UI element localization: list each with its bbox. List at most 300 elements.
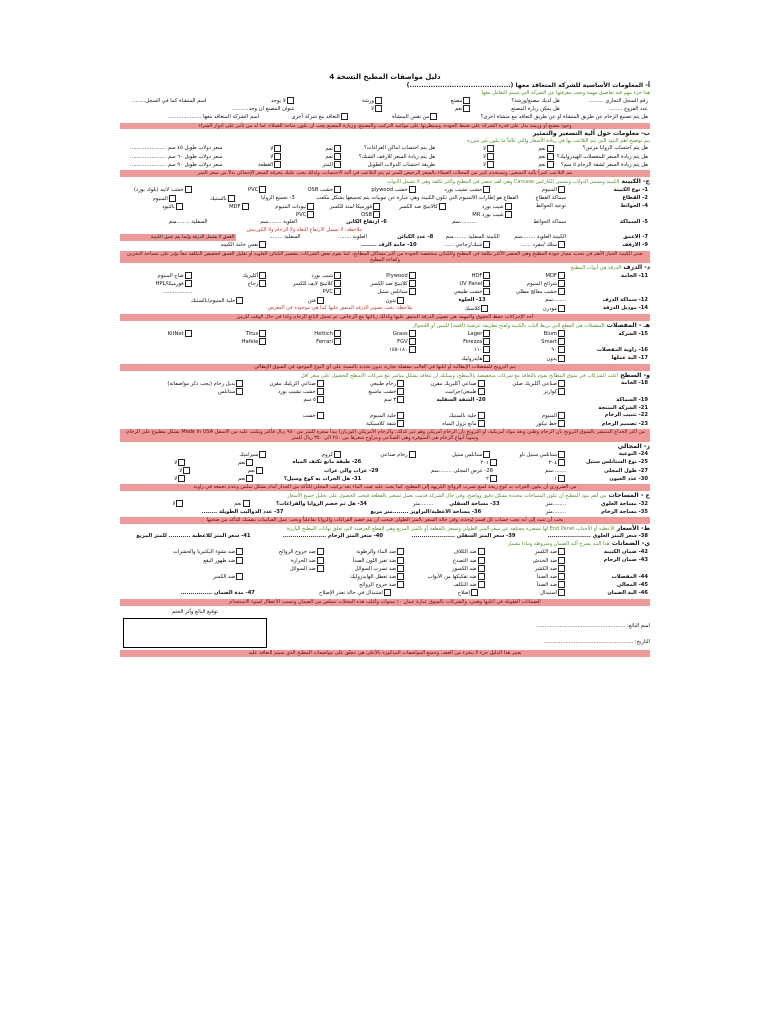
option[interactable] — [493, 338, 568, 346]
option[interactable] — [493, 330, 568, 338]
option[interactable] — [120, 280, 195, 288]
checkbox[interactable] — [483, 272, 490, 279]
option[interactable] — [327, 420, 407, 428]
option[interactable] — [327, 548, 407, 556]
checkbox[interactable] — [397, 420, 404, 427]
option[interactable] — [195, 241, 270, 249]
option[interactable] — [419, 330, 494, 338]
row-label: 9- الأرفف — [622, 241, 648, 248]
option[interactable] — [419, 288, 494, 296]
section-j-title: ي- الضمانات — [611, 540, 650, 548]
checkbox[interactable] — [317, 388, 324, 395]
option[interactable] — [488, 412, 568, 420]
option[interactable] — [327, 581, 407, 589]
checkbox[interactable] — [483, 186, 490, 193]
option[interactable] — [488, 557, 568, 565]
option[interactable] — [415, 305, 492, 313]
checkbox[interactable] — [478, 557, 485, 564]
option[interactable] — [120, 573, 246, 581]
checkbox[interactable] — [256, 467, 263, 474]
checkbox[interactable] — [558, 280, 565, 287]
cell: عدد الفروع ........ — [609, 105, 648, 112]
signature-stamp-box[interactable] — [123, 618, 267, 648]
option[interactable] — [224, 161, 284, 169]
checkbox[interactable] — [483, 338, 490, 345]
option-label: كالاتينج ضد الكسر — [399, 203, 438, 210]
checkbox[interactable] — [259, 451, 266, 458]
checkbox[interactable] — [397, 581, 404, 588]
option[interactable] — [317, 211, 383, 219]
checkbox[interactable] — [463, 105, 470, 112]
checkbox[interactable] — [558, 346, 565, 353]
option-label: خشب plywood — [371, 187, 408, 194]
option[interactable] — [432, 459, 500, 467]
option[interactable] — [188, 459, 256, 467]
checkbox[interactable] — [463, 97, 470, 104]
option[interactable] — [383, 203, 449, 211]
cell: هل يمكن زيارة المصنع — [511, 105, 560, 112]
option-label: سيراميك — [239, 451, 259, 458]
checkbox[interactable] — [373, 203, 380, 210]
checkbox[interactable] — [483, 280, 490, 287]
checkbox[interactable] — [490, 475, 497, 482]
option[interactable] — [344, 272, 419, 280]
option[interactable] — [252, 203, 318, 211]
checkbox[interactable] — [487, 161, 494, 168]
option[interactable] — [488, 565, 568, 573]
checkbox[interactable] — [259, 241, 266, 248]
checkbox[interactable] — [185, 272, 192, 279]
checkbox[interactable] — [558, 548, 565, 555]
option[interactable] — [419, 186, 494, 194]
checkbox[interactable] — [375, 97, 382, 104]
option[interactable] — [246, 396, 326, 404]
option[interactable] — [252, 211, 318, 219]
option[interactable] — [269, 330, 344, 338]
checkbox[interactable] — [274, 161, 281, 168]
checkbox[interactable] — [558, 557, 565, 564]
checkbox[interactable] — [242, 203, 249, 210]
checkbox[interactable] — [558, 288, 565, 295]
checkbox[interactable] — [439, 203, 446, 210]
checkbox[interactable] — [236, 557, 243, 564]
checkbox[interactable] — [478, 420, 485, 427]
checkbox[interactable] — [483, 288, 490, 295]
option[interactable] — [497, 161, 557, 169]
checkbox[interactable] — [176, 203, 183, 210]
checkbox[interactable] — [558, 186, 565, 193]
checkbox[interactable] — [558, 475, 565, 482]
price-lower-field[interactable]: 39- سعر المتر السفلي ...................... — [411, 533, 516, 540]
checkbox[interactable] — [558, 565, 565, 572]
option[interactable] — [407, 412, 487, 420]
option[interactable] — [246, 557, 326, 565]
cell: 13- الحلوة — [458, 297, 486, 304]
option[interactable] — [257, 589, 394, 597]
option[interactable] — [269, 288, 344, 296]
table-row — [120, 145, 650, 153]
checkbox[interactable] — [547, 145, 554, 152]
option[interactable] — [269, 338, 344, 346]
checkbox[interactable] — [409, 346, 416, 353]
option[interactable] — [327, 396, 407, 404]
checkbox[interactable] — [478, 380, 485, 387]
option[interactable] — [246, 412, 326, 420]
option[interactable] — [493, 280, 568, 288]
option[interactable] — [488, 388, 568, 396]
checkbox[interactable] — [236, 573, 243, 580]
checkbox[interactable] — [487, 153, 494, 160]
option[interactable] — [327, 388, 407, 396]
checkbox[interactable] — [183, 467, 190, 474]
option[interactable] — [120, 500, 186, 508]
option[interactable] — [488, 581, 568, 589]
checkbox[interactable] — [274, 153, 281, 160]
option[interactable] — [344, 451, 419, 459]
option[interactable] — [488, 420, 568, 428]
option[interactable] — [419, 338, 494, 346]
option[interactable] — [284, 153, 344, 161]
checkbox[interactable] — [487, 145, 494, 152]
section-h-title: ح - المساحات — [608, 492, 650, 500]
checkbox[interactable] — [478, 581, 485, 588]
option[interactable] — [344, 288, 419, 296]
option[interactable] — [317, 203, 383, 211]
checkbox[interactable] — [259, 186, 266, 193]
checkbox[interactable] — [409, 338, 416, 345]
option[interactable] — [120, 459, 188, 467]
option[interactable] — [419, 241, 494, 249]
checkbox[interactable] — [334, 338, 341, 345]
checkbox[interactable] — [341, 113, 348, 120]
warranty-duration-field[interactable]: 47- مدة الضمان ................ — [180, 589, 255, 596]
option[interactable] — [269, 451, 344, 459]
checkbox[interactable] — [505, 203, 512, 210]
checkbox[interactable] — [334, 330, 341, 337]
option[interactable] — [327, 297, 407, 305]
option[interactable] — [246, 548, 326, 556]
checkbox[interactable] — [409, 288, 416, 295]
checkbox[interactable] — [307, 203, 314, 210]
checkbox[interactable] — [483, 355, 490, 362]
option[interactable] — [120, 297, 246, 305]
checkbox[interactable] — [236, 380, 243, 387]
option[interactable] — [284, 161, 344, 169]
checkbox[interactable] — [246, 459, 253, 466]
option[interactable] — [179, 195, 238, 203]
checkbox[interactable] — [409, 330, 416, 337]
checkbox[interactable] — [287, 97, 294, 104]
checkbox[interactable] — [373, 211, 380, 218]
option[interactable] — [246, 388, 326, 396]
option-label: نعم — [234, 501, 242, 508]
checkbox[interactable] — [176, 500, 183, 507]
option[interactable] — [493, 272, 568, 280]
option[interactable] — [493, 451, 568, 459]
option[interactable] — [449, 211, 515, 219]
table-row — [120, 459, 650, 467]
checkbox[interactable] — [317, 565, 324, 572]
checkbox[interactable] — [558, 581, 565, 588]
checkbox[interactable] — [375, 105, 382, 112]
checkbox[interactable] — [397, 388, 404, 395]
checkbox[interactable] — [558, 355, 565, 362]
checkbox[interactable] — [317, 557, 324, 564]
option[interactable] — [246, 380, 326, 388]
checkbox[interactable] — [471, 589, 478, 596]
option[interactable] — [269, 272, 344, 280]
option[interactable] — [120, 548, 246, 556]
checkbox[interactable] — [558, 589, 565, 596]
checkbox[interactable] — [228, 195, 235, 202]
checkbox[interactable] — [384, 589, 391, 596]
option[interactable] — [500, 475, 568, 483]
row-label: 21- الشركة المنتجة — [598, 404, 648, 411]
checkbox[interactable] — [397, 380, 404, 387]
checkbox[interactable] — [430, 113, 437, 120]
option[interactable] — [120, 557, 246, 565]
checkbox[interactable] — [178, 475, 185, 482]
option[interactable] — [497, 153, 557, 161]
checkbox[interactable] — [409, 280, 416, 287]
option[interactable] — [297, 97, 385, 105]
option[interactable] — [500, 459, 568, 467]
option[interactable] — [186, 500, 252, 508]
option[interactable] — [437, 161, 497, 169]
checkbox[interactable] — [185, 280, 192, 287]
checkbox[interactable] — [397, 412, 404, 419]
option[interactable] — [497, 145, 557, 153]
option[interactable] — [407, 548, 487, 556]
option[interactable] — [188, 475, 256, 483]
checkbox[interactable] — [558, 388, 565, 395]
checkbox[interactable] — [397, 557, 404, 564]
option[interactable] — [284, 145, 344, 153]
checkbox[interactable] — [307, 211, 314, 218]
option[interactable] — [327, 557, 407, 565]
checkbox[interactable] — [558, 459, 565, 466]
checkbox[interactable] — [397, 548, 404, 555]
checkbox[interactable] — [243, 500, 250, 507]
option[interactable] — [246, 565, 326, 573]
option[interactable] — [437, 153, 497, 161]
checkbox[interactable] — [334, 153, 341, 160]
checkbox[interactable] — [317, 297, 324, 304]
option[interactable] — [493, 346, 568, 354]
signature-area — [120, 609, 650, 648]
option[interactable] — [120, 388, 246, 396]
option-label: لا — [270, 145, 274, 152]
option[interactable] — [407, 380, 487, 388]
checkbox[interactable] — [558, 338, 565, 345]
option[interactable] — [193, 467, 266, 475]
option[interactable] — [385, 105, 473, 113]
option[interactable] — [407, 573, 487, 581]
date-field[interactable]: التاريخ: ...................................................... — [544, 638, 650, 645]
checkbox[interactable] — [558, 380, 565, 387]
option[interactable] — [407, 581, 487, 589]
checkbox[interactable] — [185, 186, 192, 193]
option[interactable] — [344, 338, 419, 346]
checkbox[interactable] — [246, 475, 253, 482]
option[interactable] — [120, 195, 179, 203]
price-endpanel-field[interactable]: 41- سعر المتر للأعطية ........... للمتر المربع — [136, 533, 251, 540]
option[interactable] — [488, 548, 568, 556]
checkbox[interactable] — [478, 388, 485, 395]
option[interactable] — [493, 186, 568, 194]
option[interactable] — [419, 355, 494, 363]
checkbox[interactable] — [169, 195, 176, 202]
option[interactable] — [224, 145, 284, 153]
option[interactable] — [120, 467, 193, 475]
option[interactable] — [449, 203, 515, 211]
option[interactable] — [419, 451, 494, 459]
option[interactable] — [493, 355, 568, 363]
checkbox[interactable] — [259, 272, 266, 279]
checkbox[interactable] — [558, 272, 565, 279]
option[interactable] — [195, 330, 270, 338]
option[interactable] — [344, 186, 419, 194]
option[interactable] — [344, 280, 419, 288]
checkbox[interactable] — [334, 161, 341, 168]
checkbox[interactable] — [490, 459, 497, 466]
option[interactable] — [351, 113, 441, 121]
checkbox[interactable] — [483, 241, 490, 248]
table-row — [120, 557, 650, 565]
option[interactable] — [195, 186, 270, 194]
checkbox[interactable] — [185, 330, 192, 337]
checkbox[interactable] — [317, 548, 324, 555]
checkbox[interactable] — [317, 412, 324, 419]
checkbox[interactable] — [558, 330, 565, 337]
checkbox[interactable] — [178, 459, 185, 466]
checkbox[interactable] — [409, 272, 416, 279]
checkbox[interactable] — [397, 297, 404, 304]
checkbox[interactable] — [334, 272, 341, 279]
option[interactable] — [246, 297, 326, 305]
option[interactable] — [407, 557, 487, 565]
checkbox[interactable] — [481, 305, 488, 312]
option[interactable] — [327, 380, 407, 388]
checkbox[interactable] — [274, 145, 281, 152]
checkbox[interactable] — [558, 573, 565, 580]
option[interactable] — [432, 475, 500, 483]
checkbox[interactable] — [259, 280, 266, 287]
option[interactable] — [407, 388, 487, 396]
checkbox[interactable] — [236, 548, 243, 555]
option[interactable] — [327, 565, 407, 573]
checkbox[interactable] — [558, 451, 565, 458]
option[interactable] — [297, 105, 385, 113]
checkbox[interactable] — [334, 280, 341, 287]
checkbox[interactable] — [558, 241, 565, 248]
checkbox[interactable] — [334, 145, 341, 152]
checkbox[interactable] — [409, 451, 416, 458]
checkbox[interactable] — [317, 380, 324, 387]
option[interactable] — [437, 145, 497, 153]
option[interactable] — [120, 186, 195, 194]
checkbox[interactable] — [259, 330, 266, 337]
checkbox[interactable] — [236, 297, 243, 304]
option[interactable] — [120, 272, 195, 280]
option[interactable] — [419, 272, 494, 280]
option[interactable] — [195, 272, 270, 280]
option[interactable] — [344, 330, 419, 338]
checkbox[interactable] — [505, 211, 512, 218]
option[interactable] — [493, 241, 568, 249]
checkbox[interactable] — [259, 338, 266, 345]
checkbox[interactable] — [334, 288, 341, 295]
option[interactable] — [385, 97, 473, 105]
checkbox[interactable] — [397, 396, 404, 403]
option[interactable] — [327, 412, 407, 420]
option[interactable] — [394, 589, 481, 597]
checkbox[interactable] — [317, 396, 324, 403]
checkbox[interactable] — [483, 330, 490, 337]
checkbox[interactable] — [409, 186, 416, 193]
option[interactable] — [195, 338, 270, 346]
checkbox[interactable] — [397, 573, 404, 580]
option[interactable] — [195, 451, 270, 459]
option[interactable] — [344, 346, 419, 354]
option[interactable] — [208, 97, 296, 105]
checkbox[interactable] — [483, 346, 490, 353]
checkbox[interactable] — [478, 573, 485, 580]
option[interactable] — [261, 113, 351, 121]
option[interactable] — [407, 565, 487, 573]
checkbox[interactable] — [547, 161, 554, 168]
checkbox[interactable] — [547, 153, 554, 160]
option[interactable] — [419, 346, 494, 354]
option[interactable] — [488, 573, 568, 581]
option[interactable] — [224, 153, 284, 161]
option[interactable] — [407, 420, 487, 428]
option[interactable] — [481, 589, 568, 597]
option-label: لا — [172, 501, 176, 508]
option-label: Lager — [467, 331, 483, 338]
table-row — [120, 195, 650, 203]
option[interactable] — [120, 203, 186, 211]
checkbox[interactable] — [558, 412, 565, 419]
option[interactable] — [488, 380, 568, 388]
seller-name-field[interactable]: اسم البائع: ...................................................... — [536, 622, 650, 629]
option[interactable] — [327, 573, 407, 581]
checkbox[interactable] — [334, 186, 341, 193]
option[interactable] — [419, 280, 494, 288]
price-marble-field[interactable]: 40- سعر المتر الرخام ...................... — [282, 533, 383, 540]
checkbox[interactable] — [478, 548, 485, 555]
option[interactable] — [120, 380, 246, 388]
option-label: ٩٠ — [551, 347, 557, 354]
option[interactable] — [491, 305, 568, 313]
option[interactable] — [120, 475, 188, 483]
checkbox[interactable] — [478, 412, 485, 419]
option[interactable] — [195, 280, 270, 288]
option[interactable] — [186, 203, 252, 211]
checkbox[interactable] — [334, 451, 341, 458]
checkbox[interactable] — [558, 420, 565, 427]
checkbox[interactable] — [483, 451, 490, 458]
checkbox[interactable] — [236, 388, 243, 395]
price-upper-field[interactable]: 38- سعر المتر العلوي ...................... — [547, 533, 648, 540]
option[interactable] — [269, 186, 344, 194]
checkbox[interactable] — [397, 565, 404, 572]
option[interactable] — [120, 330, 195, 338]
option[interactable] — [493, 288, 568, 296]
option[interactable] — [269, 280, 344, 288]
checkbox[interactable] — [558, 305, 565, 312]
checkbox[interactable] — [478, 565, 485, 572]
